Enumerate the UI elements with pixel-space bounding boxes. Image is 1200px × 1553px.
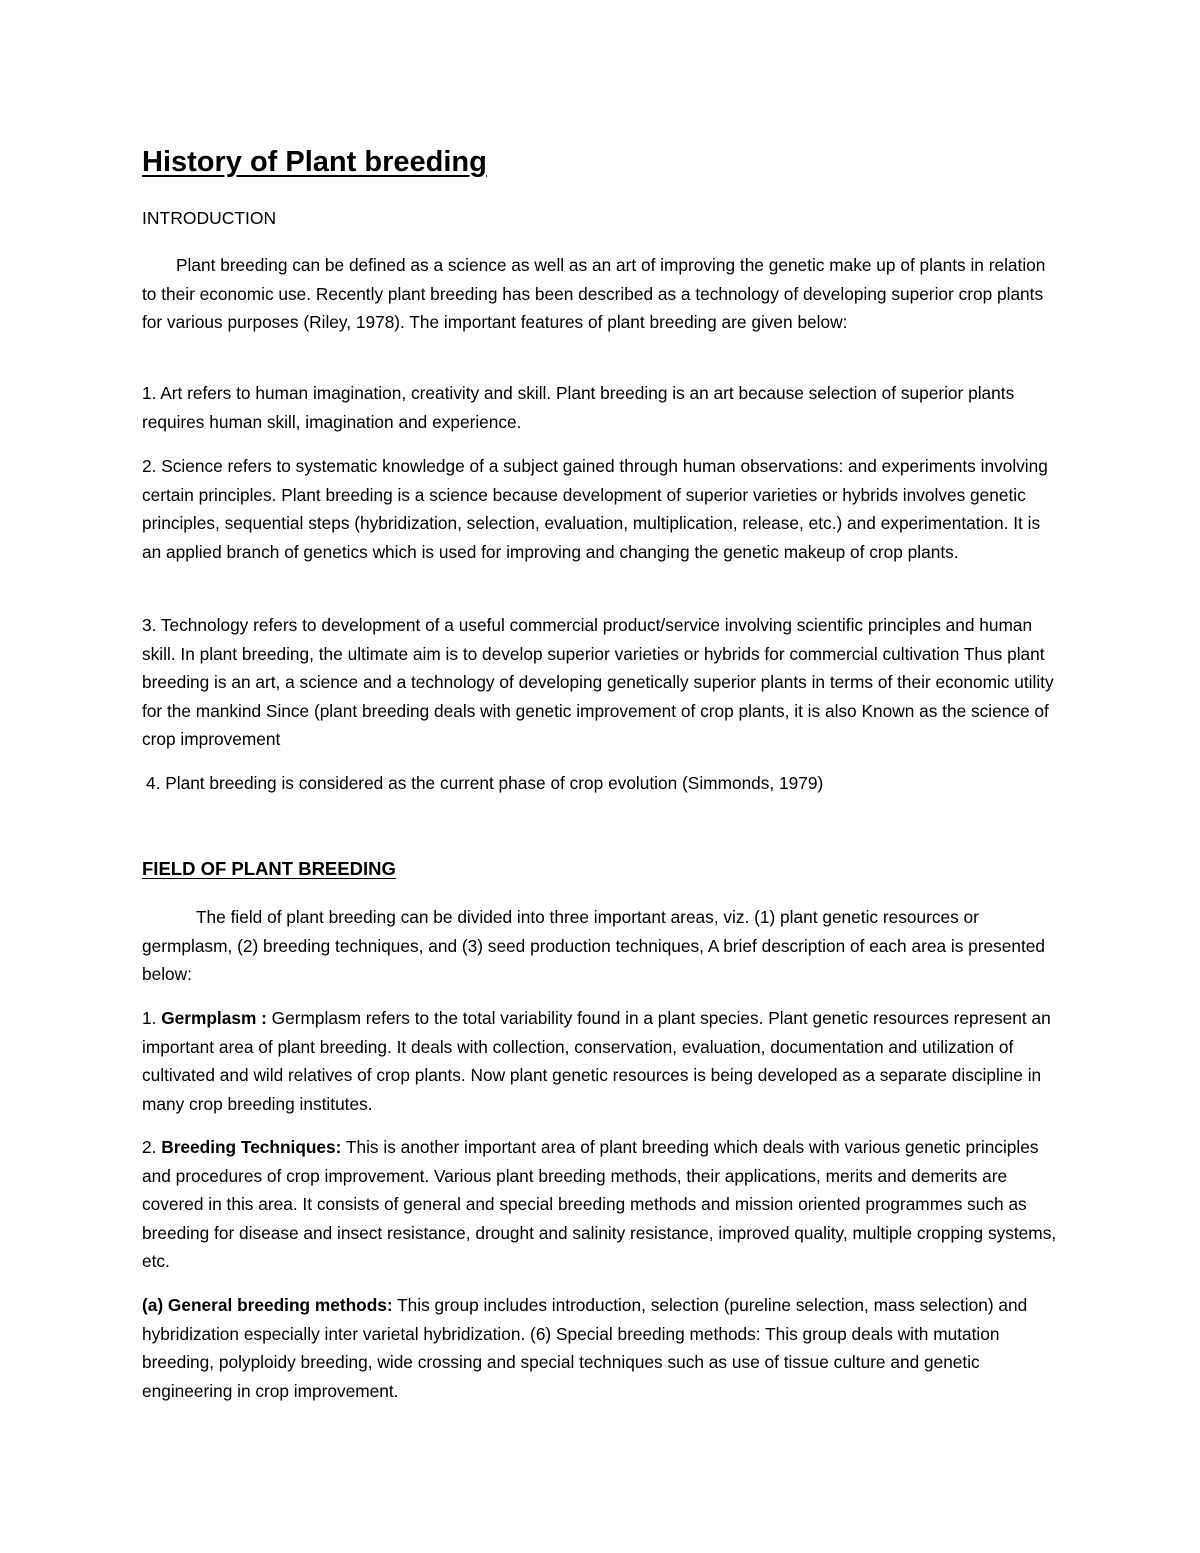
feature-item-4: 4. Plant breeding is considered as the current phase of crop evolution (Simmonds, 1979)	[146, 773, 824, 793]
introduction-paragraph: Plant breeding can be defined as a science as well as an art of improving the genetic make up of plants in relation to their economic use. Recently plant breeding has been described as a technology of developing superior crop plants for various purposes (Riley, 1978). The important features of plant breeding are given below:	[142, 255, 1046, 333]
document-title: History of Plant breeding	[142, 146, 487, 178]
introduction-heading: INTRODUCTION	[142, 208, 277, 228]
germplasm-item	[142, 1004, 1057, 1118]
field-heading: FIELD OF PLANT BREEDING	[142, 858, 396, 879]
breeding-techniques-term: Breeding Techniques:	[161, 1137, 342, 1157]
field-paragraph: The field of plant breeding can be divided into three important areas, viz. (1) plant genetic resources or germplasm, (2) breeding techniques, and (3) seed production techniques, A brief description of each area is presented below:	[142, 907, 1046, 985]
general-breeding-methods-item	[142, 1291, 1057, 1405]
breeding-techniques-item	[142, 1133, 1057, 1276]
feature-item-3: 3. Technology refers to development of a useful commercial product/service involving scientific principles and human skill. In plant breeding, the ultimate aim is to develop superior varieties or hybrids for commercial cultivation Thus plant breeding is an art, a science and a technology of developing genetically superior plants in terms of their economic utility for the mankind Since (plant breeding deals with genetic improvement of crop plants, it is also Known as the science of crop improvement	[142, 615, 1054, 750]
feature-item-1: 1. Art refers to human imagination, creativity and skill. Plant breeding is an art because selection of superior plants requires human skill, imagination and experience.	[142, 383, 1015, 432]
breeding-techniques-number: 2.	[142, 1137, 162, 1157]
germplasm-term: Germplasm :	[161, 1008, 267, 1028]
feature-item-2: 2. Science refers to systematic knowledge of a subject gained through human observations: and experiments involving certain principles. Plant breeding is a science because development of superior varieties or hybrids involves genetic principles, sequential steps (hybridization, selection, evaluation, multiplication, release, etc.) and experimentation. It is an applied branch of genetics which is used for improving and changing the genetic makeup of crop plants.	[142, 456, 1048, 562]
general-breeding-methods-text: This group includes introduction, selection (pureline selection, mass selection) and hybridization especially inter varietal hybridization. (6) Special breeding methods: This group deals with mutation breeding, polyploidy breeding, wide crossing and special techniques such as use of tissue culture and genetic engineering in crop improvement.	[142, 1295, 1028, 1401]
germplasm-number: 1.	[142, 1008, 162, 1028]
breeding-techniques-text: This is another important area of plant breeding which deals with various genetic principles and procedures of crop improvement. Various plant breeding methods, their applications, merits and demerits are covered in this area. It consists of general and special breeding methods and mission oriented programmes such as breeding for disease and insect resistance, drought and salinity resistance, improved quality, multiple cropping systems, etc.	[142, 1137, 1057, 1272]
general-breeding-methods-term: (a) General breeding methods:	[142, 1295, 393, 1315]
germplasm-text: Germplasm refers to the total variability found in a plant species. Plant genetic resources represent an important area of plant breeding. It deals with collection, conservation, evaluation, documentation and utilization of cultivated and wild relatives of crop plants. Now plant genetic resources is being developed as a separate discipline in many crop breeding institutes.	[142, 1008, 1051, 1114]
